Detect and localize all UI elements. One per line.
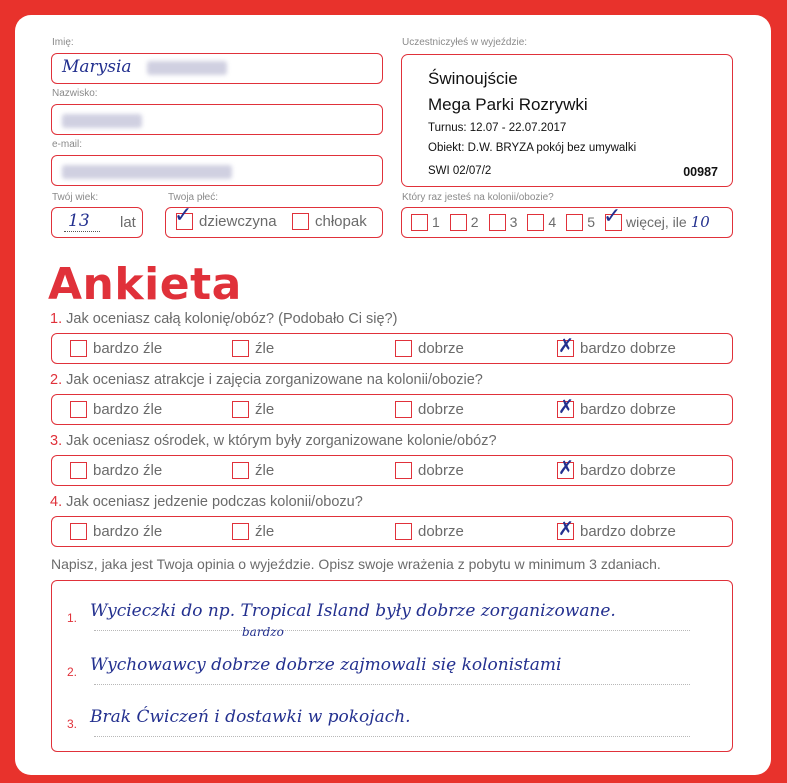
question-2-number: 2. (50, 372, 63, 388)
question-4-number: 4. (50, 494, 63, 510)
q1-checkbox-dobrze[interactable] (395, 340, 412, 357)
opinion-insert: bardzo (242, 625, 284, 639)
opinion-textarea[interactable] (51, 580, 733, 752)
plec-dziewczyna-option[interactable] (174, 203, 277, 230)
q4-checkbox-bardzo-dobrze[interactable]: ✗ (558, 518, 574, 540)
q1-checkbox-bardzo-dobrze[interactable]: ✗ (558, 335, 574, 357)
email-label: e-mail: (52, 139, 83, 150)
q2-checkbox-bardzo-zle[interactable] (70, 401, 87, 418)
q2-opt-dobrze[interactable] (395, 401, 464, 418)
ktory-4-label: 4 (548, 214, 557, 230)
wiek-field[interactable] (51, 207, 143, 238)
opinion-line-2: Wychowawcy dobrze dobrze zajmowali się kolonistami (90, 655, 562, 675)
q3-label-zle: źle (255, 462, 275, 479)
q4-label-dobrze: dobrze (418, 523, 464, 540)
question-4-text: Jak oceniasz jedzenie podczas kolonii/obozu? (66, 494, 363, 510)
q2-label-zle: źle (255, 401, 275, 418)
rating-row-1 (51, 333, 733, 364)
q4-label-bardzo-zle: bardzo źle (93, 523, 163, 540)
question-1-number: 1. (50, 311, 63, 327)
q3-checkbox-bardzo-zle[interactable] (70, 462, 87, 479)
survey-sheet (15, 15, 771, 775)
nazwisko-label: Nazwisko: (52, 88, 98, 99)
ktory-2-label: 2 (470, 214, 479, 230)
q3-label-bardzo-zle: bardzo źle (93, 462, 163, 479)
q2-label-bardzo-zle: bardzo źle (93, 401, 163, 418)
q1-label-bardzo-zle: bardzo źle (93, 340, 163, 357)
opinion-prompt: Napisz, jaka jest Twoja opinia o wyjeździe. Opisz swoje wrażenia z pobytu w minimum 3 zdaniach. (51, 556, 661, 572)
q2-checkbox-dobrze[interactable] (395, 401, 412, 418)
redacted-nazwisko (62, 114, 142, 128)
q4-label-bardzo-dobrze: bardzo dobrze (580, 523, 676, 540)
imie-label: Imię: (52, 37, 74, 48)
opinion-line-3: Brak Ćwiczeń i dostawki w pokojach. (90, 707, 411, 727)
q1-checkbox-bardzo-zle[interactable] (70, 340, 87, 357)
opinion-dotline-3 (94, 736, 690, 737)
ktory-3-checkbox[interactable] (489, 214, 506, 231)
opinion-dotline-2 (94, 684, 690, 685)
imie-value: Marysia (62, 57, 132, 77)
q3-opt-bardzo-dobrze[interactable] (557, 457, 676, 479)
q3-checkbox-dobrze[interactable] (395, 462, 412, 479)
opinion-dotline-1 (94, 630, 690, 631)
trip-park: Mega Parki Rozrywki (428, 95, 588, 114)
q3-opt-dobrze[interactable] (395, 462, 464, 479)
q4-checkbox-dobrze[interactable] (395, 523, 412, 540)
trip-obiekt: Obiekt: D.W. BRYZA pokój bez umywalki (428, 142, 637, 154)
q3-checkbox-zle[interactable] (232, 462, 249, 479)
q1-label-zle: źle (255, 340, 275, 357)
ktory-5-checkbox[interactable] (566, 214, 583, 231)
wiek-unit: lat (120, 214, 136, 231)
q2-checkbox-zle[interactable] (232, 401, 249, 418)
question-1 (50, 311, 397, 327)
q4-opt-bardzo-zle[interactable] (70, 523, 162, 540)
ktory-value: 10 (690, 213, 710, 231)
plec-chlopak-checkbox[interactable] (292, 213, 309, 230)
question-3-text: Jak oceniasz ośrodek, w którym były zorganizowane kolonie/obóz? (66, 433, 497, 449)
trip-info-box (401, 54, 733, 187)
q4-opt-dobrze[interactable] (395, 523, 464, 540)
rating-row-4 (51, 516, 733, 547)
wiek-label: Twój wiek: (52, 192, 99, 203)
q2-label-bardzo-dobrze: bardzo dobrze (580, 401, 676, 418)
q2-opt-bardzo-dobrze[interactable] (557, 396, 676, 418)
q1-opt-dobrze[interactable] (395, 340, 464, 357)
survey-title: Ankieta (48, 259, 242, 310)
q2-opt-zle[interactable] (232, 401, 274, 418)
question-3-number: 3. (50, 433, 63, 449)
question-1-text: Jak oceniasz całą kolonię/obóz? (Podobało Ci się?) (66, 311, 398, 327)
plec-chlopak-label: chłopak (315, 213, 367, 230)
q4-opt-bardzo-dobrze[interactable] (557, 518, 676, 540)
ktory-5-label: 5 (587, 214, 595, 230)
plec-dziewczyna-label: dziewczyna (199, 213, 277, 230)
opinion-line-3-number: 3. (67, 717, 78, 731)
trip-turnus: Turnus: 12.07 - 22.07.2017 (428, 122, 567, 134)
redacted-email (62, 165, 232, 179)
q4-opt-zle[interactable] (232, 523, 274, 540)
q4-label-zle: źle (255, 523, 275, 540)
q1-label-bardzo-dobrze: bardzo dobrze (580, 340, 676, 357)
question-3 (50, 433, 497, 449)
plec-dziewczyna-checkbox[interactable]: ✓ (174, 203, 193, 228)
plec-chlopak-option[interactable] (292, 213, 367, 230)
email-field[interactable] (51, 155, 383, 186)
imie-field[interactable] (51, 53, 383, 84)
q4-checkbox-bardzo-zle[interactable] (70, 523, 87, 540)
question-2-text: Jak oceniasz atrakcje i zajęcia zorganizowane na kolonii/obozie? (66, 372, 483, 388)
ktory-wiecej-checkbox[interactable]: ✓ (602, 203, 622, 229)
ktory-2-checkbox[interactable] (450, 214, 467, 231)
redacted-surname-scribble (147, 61, 227, 75)
ktory-1-checkbox[interactable] (411, 214, 428, 231)
q3-opt-zle[interactable] (232, 462, 274, 479)
ktory-1-label: 1 (432, 214, 440, 230)
opinion-line-1: Wycieczki do np. Tropical Island były dobrze zorganizowane. (90, 601, 616, 621)
q1-opt-zle[interactable] (232, 340, 274, 357)
ktory-field (401, 203, 733, 238)
trip-city: Świnoujście (428, 69, 518, 88)
q1-label-dobrze: dobrze (418, 340, 464, 357)
ktory-label: Który raz jesteś na kolonii/obozie? (402, 192, 554, 203)
q2-label-dobrze: dobrze (418, 401, 464, 418)
q2-checkbox-bardzo-dobrze[interactable]: ✗ (558, 396, 574, 418)
ktory-options (411, 203, 710, 231)
ktory-4-checkbox[interactable] (527, 214, 544, 231)
nazwisko-field[interactable] (51, 104, 383, 135)
rating-row-2 (51, 394, 733, 425)
question-4 (50, 494, 363, 510)
wyjazd-label: Uczestniczyłeś w wyjeździe: (402, 37, 528, 48)
q3-checkbox-bardzo-dobrze[interactable]: ✗ (558, 457, 574, 479)
plec-label: Twoja płeć: (168, 192, 219, 203)
question-2 (50, 372, 483, 388)
q3-opt-bardzo-zle[interactable] (70, 462, 162, 479)
trip-swi: SWI 02/07/2 (428, 165, 492, 177)
q1-checkbox-zle[interactable] (232, 340, 249, 357)
opinion-line-1-number: 1. (67, 611, 78, 625)
ktory-3-label: 3 (509, 214, 518, 230)
plec-field (165, 203, 383, 238)
q4-checkbox-zle[interactable] (232, 523, 249, 540)
trip-code: 00987 (683, 165, 718, 179)
q1-opt-bardzo-dobrze[interactable] (557, 335, 676, 357)
q2-opt-bardzo-zle[interactable] (70, 401, 162, 418)
ktory-wiecej-label: więcej, ile (625, 214, 687, 230)
rating-row-3 (51, 455, 733, 486)
q1-opt-bardzo-zle[interactable] (70, 340, 162, 357)
q3-label-bardzo-dobrze: bardzo dobrze (580, 462, 676, 479)
q3-label-dobrze: dobrze (418, 462, 464, 479)
wiek-value: 13 (64, 211, 100, 232)
opinion-line-2-number: 2. (67, 665, 78, 679)
